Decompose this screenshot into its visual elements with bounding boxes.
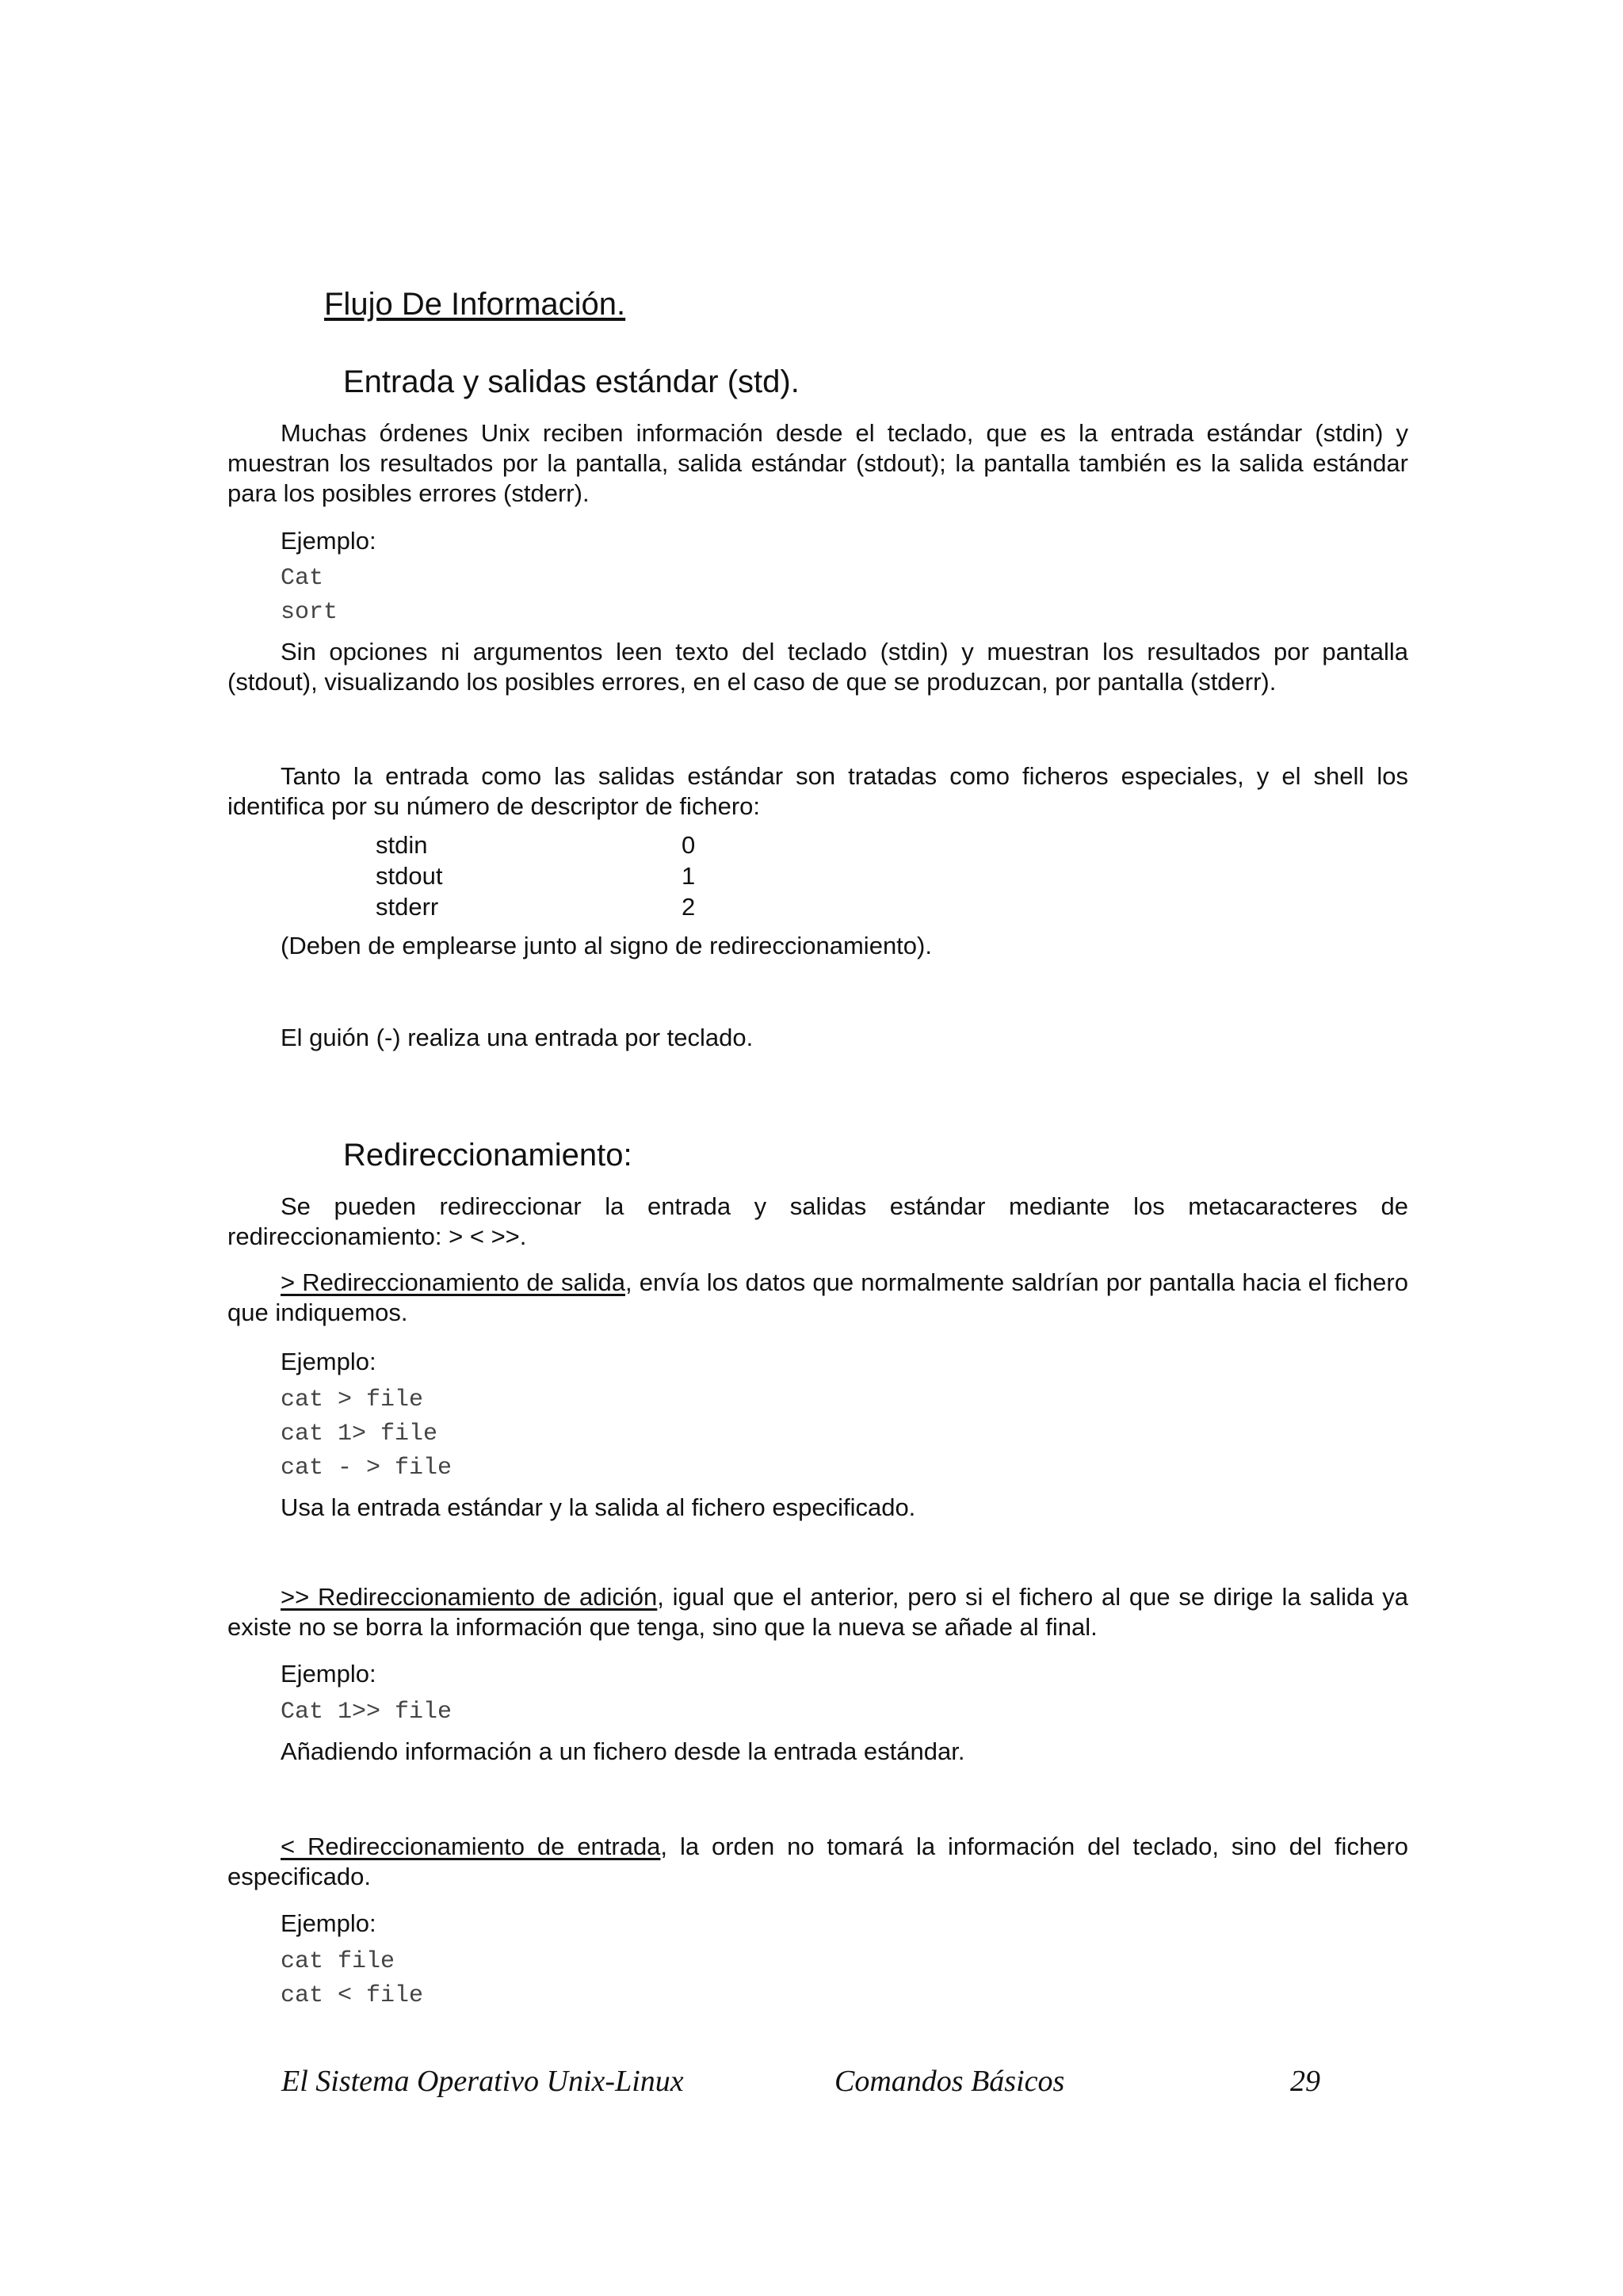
std-intro-paragraph: Muchas órdenes Unix reciben información desde el teclado, que es la entrada estándar (stdin) y muestran los resultados por la pantalla, salida estándar (stdout); la pantalla también es la salida estándar para los posibles errores (stderr). bbox=[227, 419, 1408, 507]
code-line: Cat 1>> file bbox=[281, 1699, 453, 1726]
output-redirection-text: , envía los datos que normalmente saldrían por pantalla hacia el fichero que indiquemos. bbox=[227, 1268, 1408, 1326]
footer-book-title: El Sistema Operativo Unix-Linux bbox=[281, 2065, 684, 2098]
descriptors-intro-paragraph: Tanto la entrada como las salidas estándar son tratadas como ficheros especiales, y el shell los identifica por su número de descriptor de fichero: bbox=[227, 762, 1408, 820]
descriptor-name: stderr bbox=[376, 893, 439, 921]
code-line: cat < file bbox=[281, 1982, 424, 2009]
dash-note: El guión (-) realiza una entrada por teclado. bbox=[281, 1024, 754, 1051]
append-redirection-note: Añadiendo información a un fichero desde la entrada estándar. bbox=[281, 1737, 965, 1765]
redirection-intro-paragraph: Se pueden redireccionar la entrada y salidas estándar mediante los metacaracteres de redireccionamiento: > < >>. bbox=[227, 1192, 1408, 1250]
append-redirection-term: >> Redireccionamiento de adición bbox=[281, 1583, 658, 1611]
descriptor-name: stdout bbox=[376, 862, 443, 890]
example-label: Ejemplo: bbox=[281, 527, 376, 555]
descriptors-note: (Deben de emplearse junto al signo de redireccionamiento). bbox=[281, 932, 932, 959]
code-line: cat > file bbox=[281, 1386, 424, 1413]
descriptor-number: 2 bbox=[682, 893, 696, 921]
footer-page-number: 29 bbox=[1290, 2065, 1320, 2098]
example-label: Ejemplo: bbox=[281, 1909, 376, 1937]
input-redirection-paragraph bbox=[227, 1832, 1408, 1892]
append-redirection-paragraph bbox=[227, 1582, 1408, 1642]
descriptor-name: stdin bbox=[376, 831, 428, 859]
std-explanation-paragraph: Sin opciones ni argumentos leen texto del teclado (stdin) y muestran los resultados por pantalla (stdout), visualizando los posibles errores, en el caso de que se produzcan, por pantalla (stderr). bbox=[227, 638, 1408, 696]
output-redirection-paragraph bbox=[227, 1268, 1408, 1328]
code-line: sort bbox=[281, 599, 338, 626]
append-redirection-text: , igual que el anterior, pero si el fichero al que se dirige la salida ya existe no se borra la información que tenga, sino que la nueva se añade al final. bbox=[227, 1583, 1408, 1641]
input-redirection-text: , la orden no tomará la información del teclado, sino del fichero especificado. bbox=[227, 1833, 1408, 1890]
code-line: cat 1> file bbox=[281, 1421, 438, 1447]
input-redirection-term: < Redireccionamiento de entrada bbox=[281, 1833, 661, 1860]
subsection-title-std: Entrada y salidas estándar (std). bbox=[343, 364, 800, 399]
section-title: Flujo De Información. bbox=[324, 287, 626, 322]
descriptor-number: 0 bbox=[682, 831, 696, 859]
footer-chapter: Comandos Básicos bbox=[834, 2065, 1065, 2098]
subsection-title-redirection: Redireccionamiento: bbox=[343, 1138, 632, 1173]
output-redirection-term: > Redireccionamiento de salida bbox=[281, 1268, 625, 1296]
example-label: Ejemplo: bbox=[281, 1348, 376, 1375]
example-label: Ejemplo: bbox=[281, 1660, 376, 1688]
output-redirection-note: Usa la entrada estándar y la salida al fichero especificado. bbox=[281, 1493, 916, 1521]
code-line: Cat bbox=[281, 565, 324, 592]
code-line: cat - > file bbox=[281, 1455, 453, 1482]
code-line: cat file bbox=[281, 1948, 395, 1975]
descriptor-number: 1 bbox=[682, 862, 696, 890]
